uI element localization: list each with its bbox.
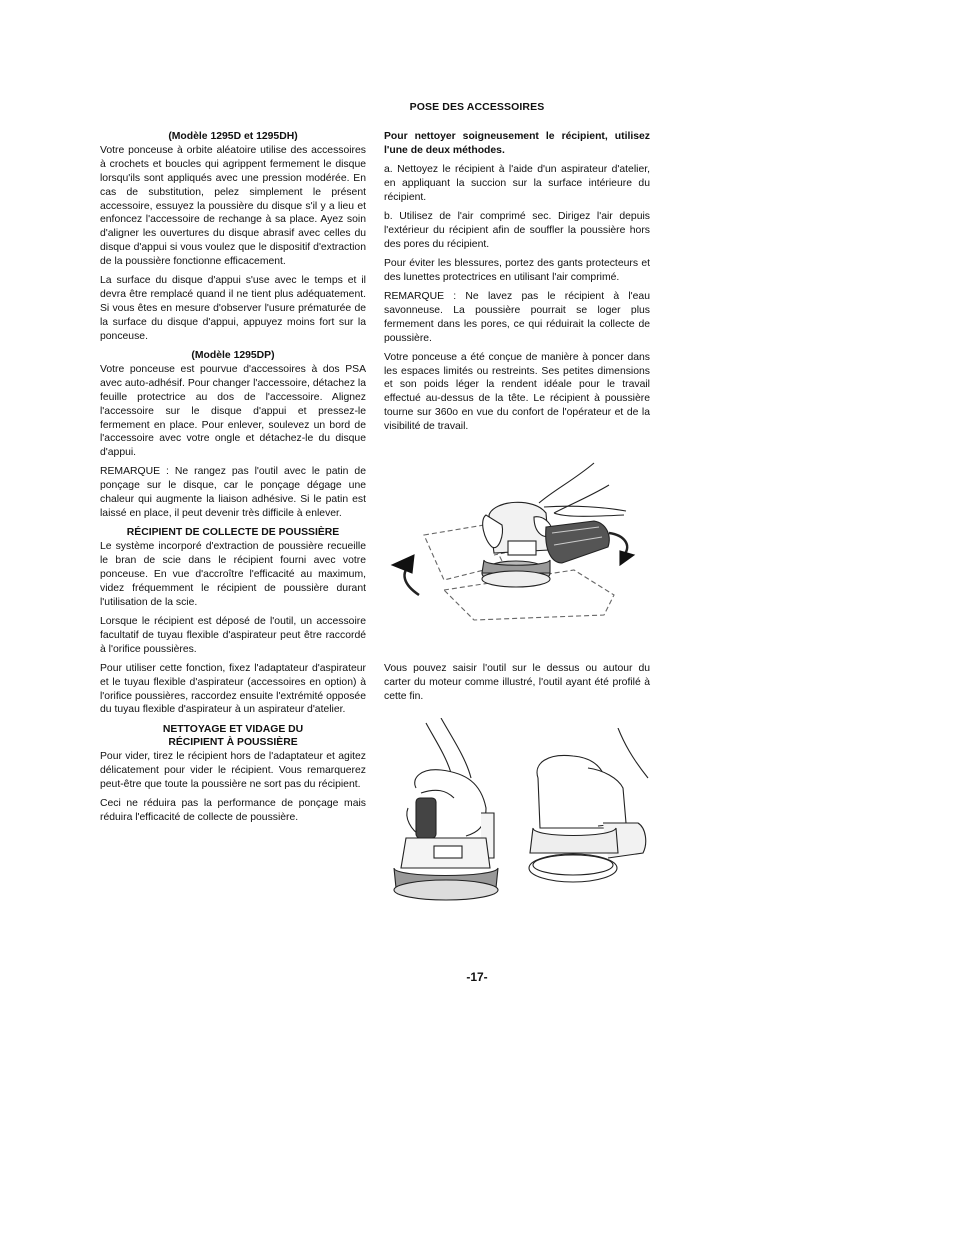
paragraph-backing-pad-wear: La surface du disque d'appui s'use avec le temps et il devra être remplacé quand il ne tient plus adéquatement. Si vous êtes en mesure d'observer l'usure prématurée de la surface du disque d'appui, appuyez moins fort sur la ponceuse. xyxy=(100,275,366,342)
paragraph-dust-extraction: Le système incorporé d'extraction de poussière recueille le bran de scie dans le récipient fourni avec votre ponceuse. En vue d'accroître l'efficacité au maximum, videz fréquemment le récipient de poussière durant l'utilisation de la scie. xyxy=(100,541,366,608)
paragraph-emptying: Pour vider, tirez le récipient hors de l'adaptateur et agitez délicatement pour vider le récipient. Vous remarquerez peut-être que toute la poussière ne sort pas du récipient. xyxy=(100,751,366,791)
paragraph-hook-loop: Votre ponceuse à orbite aléatoire utilise des accessoires à crochets et boucles qui agrippent fermement le disque lorsqu'ils sont appliqués avec une pression modérée. En cas de substitution, pelez simplement le présent accessoire, essuyez la poussière du disque s'il y a lieu et enfoncez l'accessoire de rechange à sa place. Ayez soin d'aligner les ouvertures du disque abrasif avec celles du disque d'appui si vous voulez que le dispositif d'extraction de la poussière fonctionne efficacement. xyxy=(100,144,366,268)
heading-cleaning-line2: RÉCIPIENT À POUSSIÈRE xyxy=(168,737,298,749)
paragraph-performance: Ceci ne réduira pas la performance de ponçage mais réduira l'efficacité de collecte de poussière. xyxy=(100,798,366,824)
paragraph-vacuum-hose: Lorsque le récipient est déposé de l'outil, un accessoire facultatif de tuyau flexible d'aspirateur peut être raccordé à l'orifice poussières. xyxy=(100,615,366,655)
heading-model-1295dp: (Modèle 1295DP) xyxy=(191,349,275,361)
paragraph-remarque-wash: REMARQUE : Ne lavez pas le récipient à l'eau savonneuse. La poussière pourrait se loger plus fermement dans les pores, ce qui réduirait la collecte de poussière. xyxy=(384,290,650,344)
paragraph-method-a: a. Nettoyez le récipient à l'aide d'un aspirateur d'atelier, en appliquant la succion sur la surface intérieure du récipient. xyxy=(384,164,650,203)
paragraph-method-b: b. Utilisez de l'air comprimé sec. Dirigez l'air depuis l'extérieur du récipient afin de souffler la poussière hors des pores du récipient. xyxy=(384,210,650,250)
paragraph-vacuum-adapter: Pour utiliser cette fonction, fixez l'adaptateur d'aspirateur et le tuyau flexible d'aspirateur (accessoires en option) à l'orifice poussières, raccordez ensuite l'extrémité opposée du tuyau flexible d'aspirateur à un aspirateur d'atelier. xyxy=(100,662,366,716)
heading-cleaning-line1: NETTOYAGE ET VIDAGE DU xyxy=(162,723,304,735)
grip-illustration-overhead xyxy=(528,728,652,900)
page-title: POSE DES ACCESSOIRES xyxy=(409,101,545,113)
paragraph-safety-gloves: Pour éviter les blessures, portez des gants protecteurs et des lunettes protectrices en utilisant l'air comprimé. xyxy=(384,257,650,283)
left-column xyxy=(100,130,366,830)
paragraph-cleaning-methods: Pour nettoyer soigneusement le récipient, utilisez l'une de deux méthodes. xyxy=(384,131,650,156)
paragraph-remarque-storage: REMARQUE : Ne rangez pas l'outil avec le patin de ponçage sur le disque, car le ponçage dégage une chaleur qui augmente la liaison adhésive. Si le patin est laissé en place, il peut devenir très difficile à enlever. xyxy=(100,466,366,520)
sander-rotation-illustration xyxy=(384,455,650,625)
paragraph-design: Votre ponceuse a été conçue de manière à poncer dans les espaces limités ou restreints. Ses petites dimensions et son poids léger la rendent idéale pour le travail effectué au-dessus de la tête. Le récipient à poussière tourne sur 360o en vue du confort de l'opérateur et de la visibilité de travail. xyxy=(384,351,650,433)
heading-dust-canister: RÉCIPIENT DE COLLECTE DE POUSSIÈRE xyxy=(126,527,340,539)
heading-model-1295d: (Modèle 1295D et 1295DH) xyxy=(168,131,298,142)
grip-caption: Vous pouvez saisir l'outil sur le dessus ou autour du carter du moteur comme illustré, l'outil ayant été profilé à cette fin. xyxy=(384,663,650,702)
page-number: -17- xyxy=(466,970,488,984)
paragraph-psa: Votre ponceuse est pourvue d'accessoires à dos PSA avec auto-adhésif. Pour changer l'accessoire, détachez la feuille protectrice au dos de l'accessoire. Alignez l'accessoire sur le disque d'appui et pressez-le fermement en place. Pour enlever, soulevez un bord de l'accessoire avec votre ongle et détachez-le du disque d'appui. xyxy=(100,363,366,459)
grip-illustration-hand xyxy=(386,718,506,906)
right-column xyxy=(384,130,650,439)
